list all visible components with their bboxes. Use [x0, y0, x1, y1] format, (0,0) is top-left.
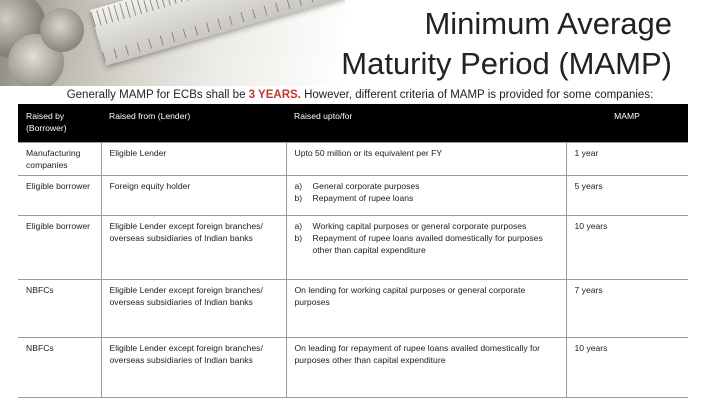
cell-mamp: 10 years	[566, 216, 688, 280]
purpose-text: Working capital purposes or general corporate purposes	[312, 221, 527, 231]
cell-purpose: On leading for repayment of rupee loans availed domestically for purposes other than capital expenditure	[286, 338, 566, 398]
cell-mamp: 10 years	[566, 338, 688, 398]
purpose-item	[295, 232, 558, 256]
cell-purpose	[286, 216, 566, 280]
purpose-marker: a)	[294, 221, 303, 231]
purpose-item	[295, 192, 558, 204]
purpose-text: Repayment of rupee loans availed domestically for purposes other than capital expenditure	[312, 233, 543, 255]
table-row	[18, 143, 688, 176]
purpose-list	[295, 180, 558, 204]
intro-highlight: 3 YEARS.	[248, 89, 301, 101]
cell-borrower: Manufacturing companies	[18, 143, 101, 176]
cell-borrower: Eligible borrower	[18, 216, 101, 280]
cell-lender: Foreign equity holder	[101, 176, 286, 216]
cell-mamp: 7 years	[566, 280, 688, 338]
intro-after: However, different criteria of MAMP is provided for some companies:	[300, 89, 654, 101]
header-lender: Raised from (Lender)	[101, 104, 286, 143]
cell-lender: Eligible Lender except foreign branches/ overseas subsidiaries of Indian banks	[101, 280, 286, 338]
cell-borrower: Eligible borrower	[18, 176, 101, 216]
cell-purpose: Upto 50 million or its equivalent per FY	[286, 143, 566, 176]
intro-before: Generally MAMP for ECBs shall be	[66, 89, 249, 101]
mamp-table	[18, 104, 688, 398]
cell-purpose	[286, 176, 566, 216]
cell-lender: Eligible Lender except foreign branches/ overseas subsidiaries of Indian banks	[101, 216, 286, 280]
calipers-photo	[0, 0, 345, 86]
purpose-marker: b)	[294, 193, 303, 203]
table-row	[18, 176, 688, 216]
purpose-list	[295, 220, 558, 256]
purpose-marker: b)	[294, 233, 303, 243]
cell-borrower: NBFCs	[18, 280, 101, 338]
cell-mamp: 5 years	[566, 176, 688, 216]
cell-purpose: On lending for working capital purposes or general corporate purposes	[286, 280, 566, 338]
table-header-row	[18, 104, 688, 143]
page-title	[341, 4, 672, 84]
purpose-marker: a)	[294, 181, 303, 191]
table-row	[18, 280, 688, 338]
cell-borrower: NBFCs	[18, 338, 101, 398]
intro-text	[0, 89, 720, 101]
header-mamp: MAMP	[566, 104, 688, 143]
title-line-1: Minimum Average	[424, 6, 672, 41]
caliper-ruler-image	[90, 0, 345, 66]
cell-mamp: 1 year	[566, 143, 688, 176]
table-row	[18, 216, 688, 280]
purpose-item	[295, 220, 558, 232]
cell-lender: Eligible Lender except foreign branches/ overseas subsidiaries of Indian banks	[101, 338, 286, 398]
purpose-text: Repayment of rupee loans	[312, 193, 414, 203]
purpose-text: General corporate purposes	[312, 181, 420, 191]
cell-lender: Eligible Lender	[101, 143, 286, 176]
header-borrower: Raised by (Borrower)	[18, 104, 101, 143]
table-row	[18, 338, 688, 398]
header-purpose: Raised upto/for	[286, 104, 566, 143]
title-line-2: Maturity Period (MAMP)	[341, 46, 672, 81]
purpose-item	[295, 180, 558, 192]
coin-image	[40, 8, 84, 52]
